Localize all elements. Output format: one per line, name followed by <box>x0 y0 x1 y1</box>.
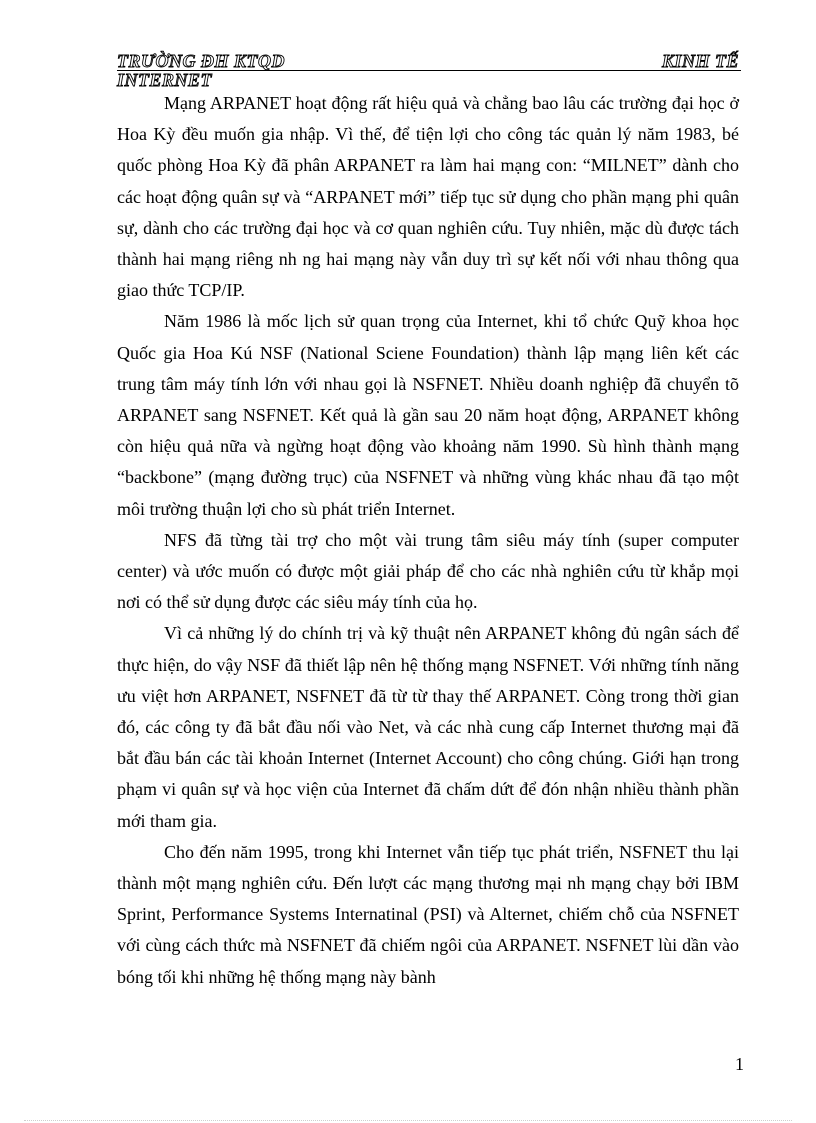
paragraph-1: Mạng ARPANET hoạt động rất hiệu quả và chẳng bao lâu các trường đại học ở Hoa Kỳ đều muốn gia nhập. Vì thế, để tiện lợi cho công tác quản lý năm 1983, bé quốc phòng Hoa Kỳ đã phân ARPANET ra làm hai mạng con: “MILNET” dành cho các hoạt động quân sự và “ARPANET mới” tiếp tục sử dụng cho phần mạng phi quân sự, dành cho các trường đại học và cơ quan nghiên cứu. Tuy nhiên, mặc dù được tách thành hai mạng riêng nh ng hai mạng này vẫn duy trì sự kết nối với nhau thông qua giao thức TCP/IP. <box>117 93 739 301</box>
header-school: TRƯỜNG ĐH KTQD <box>117 51 285 71</box>
paragraph-3: NFS đã từng tài trợ cho một vài trung tâm siêu máy tính (super computer center) và ước muốn có được một giải pháp để cho các nhà nghiên cứu từ khắp mọi nơi có thể sử dụng được các siêu máy tính của họ. <box>117 529 739 613</box>
paragraph-5: Cho đến năm 1995, trong khi Internet vẫn tiếp tục phát triển, NSFNET thu lại thành một mạng nghiên cứu. Đến lượt các mạng thương mại nh mạng chạy bởi IBM Sprint, Performance Systems Internatinal (PSI) và Alternet, chiếm chỗ của NSFNET với cùng cách thức mà NSFNET đã chiếm ngôi của ARPANET. NSFNET lùi dần vào bóng tối khi những hệ thống mạng này bành <box>117 841 739 987</box>
page-bottom-divider <box>24 1120 792 1121</box>
document-body <box>117 88 739 993</box>
page-header <box>117 50 741 90</box>
paragraph-4: Vì cả những lý do chính trị và kỹ thuật nên ARPANET không đủ ngân sách để thực hiện, do vậy NSF đã thiết lập nên hệ thống mạng NSFNET. Với những tính năng ưu việt hơn ARPANET, NSFNET đã từ từ thay thế ARPANET. Còng trong thời gian đó, các công ty đã bắt đầu nối vào Net, và các nhà cung cấp Internet thương mại đã bắt đầu bán các tài khoản Internet (Internet Account) cho công chúng. Giới hạn trong phạm vi quân sự và học viện của Internet đã chấm dứt để đón nhận nhiều thành phần mới tham gia. <box>117 623 739 831</box>
header-subject: KINH TẾ <box>661 51 739 71</box>
page-number: 1 <box>735 1054 744 1074</box>
paragraph-2: Năm 1986 là mốc lịch sử quan trọng của Internet, khi tổ chức Quỹ khoa học Quốc gia Hoa Kú NSF (National Sciene Foundation) thành lập mạng liên kết các trung tâm máy tính lớn với nhau gọi là NSFNET. Nhiều doanh nghiệp đã chuyển tõ ARPANET sang NSFNET. Kết quả là gần sau 20 năm hoạt động, ARPANET không còn hiệu quả nữa và ngừng hoạt động vào khoảng năm 1990. Sù hình thành mạng “backbone” (mạng đường trục) của NSFNET và những vùng khác nhau đã tạo một môi trường thuận lợi cho sù phát triển Internet. <box>117 311 739 519</box>
header-topic: INTERNET <box>117 70 213 90</box>
